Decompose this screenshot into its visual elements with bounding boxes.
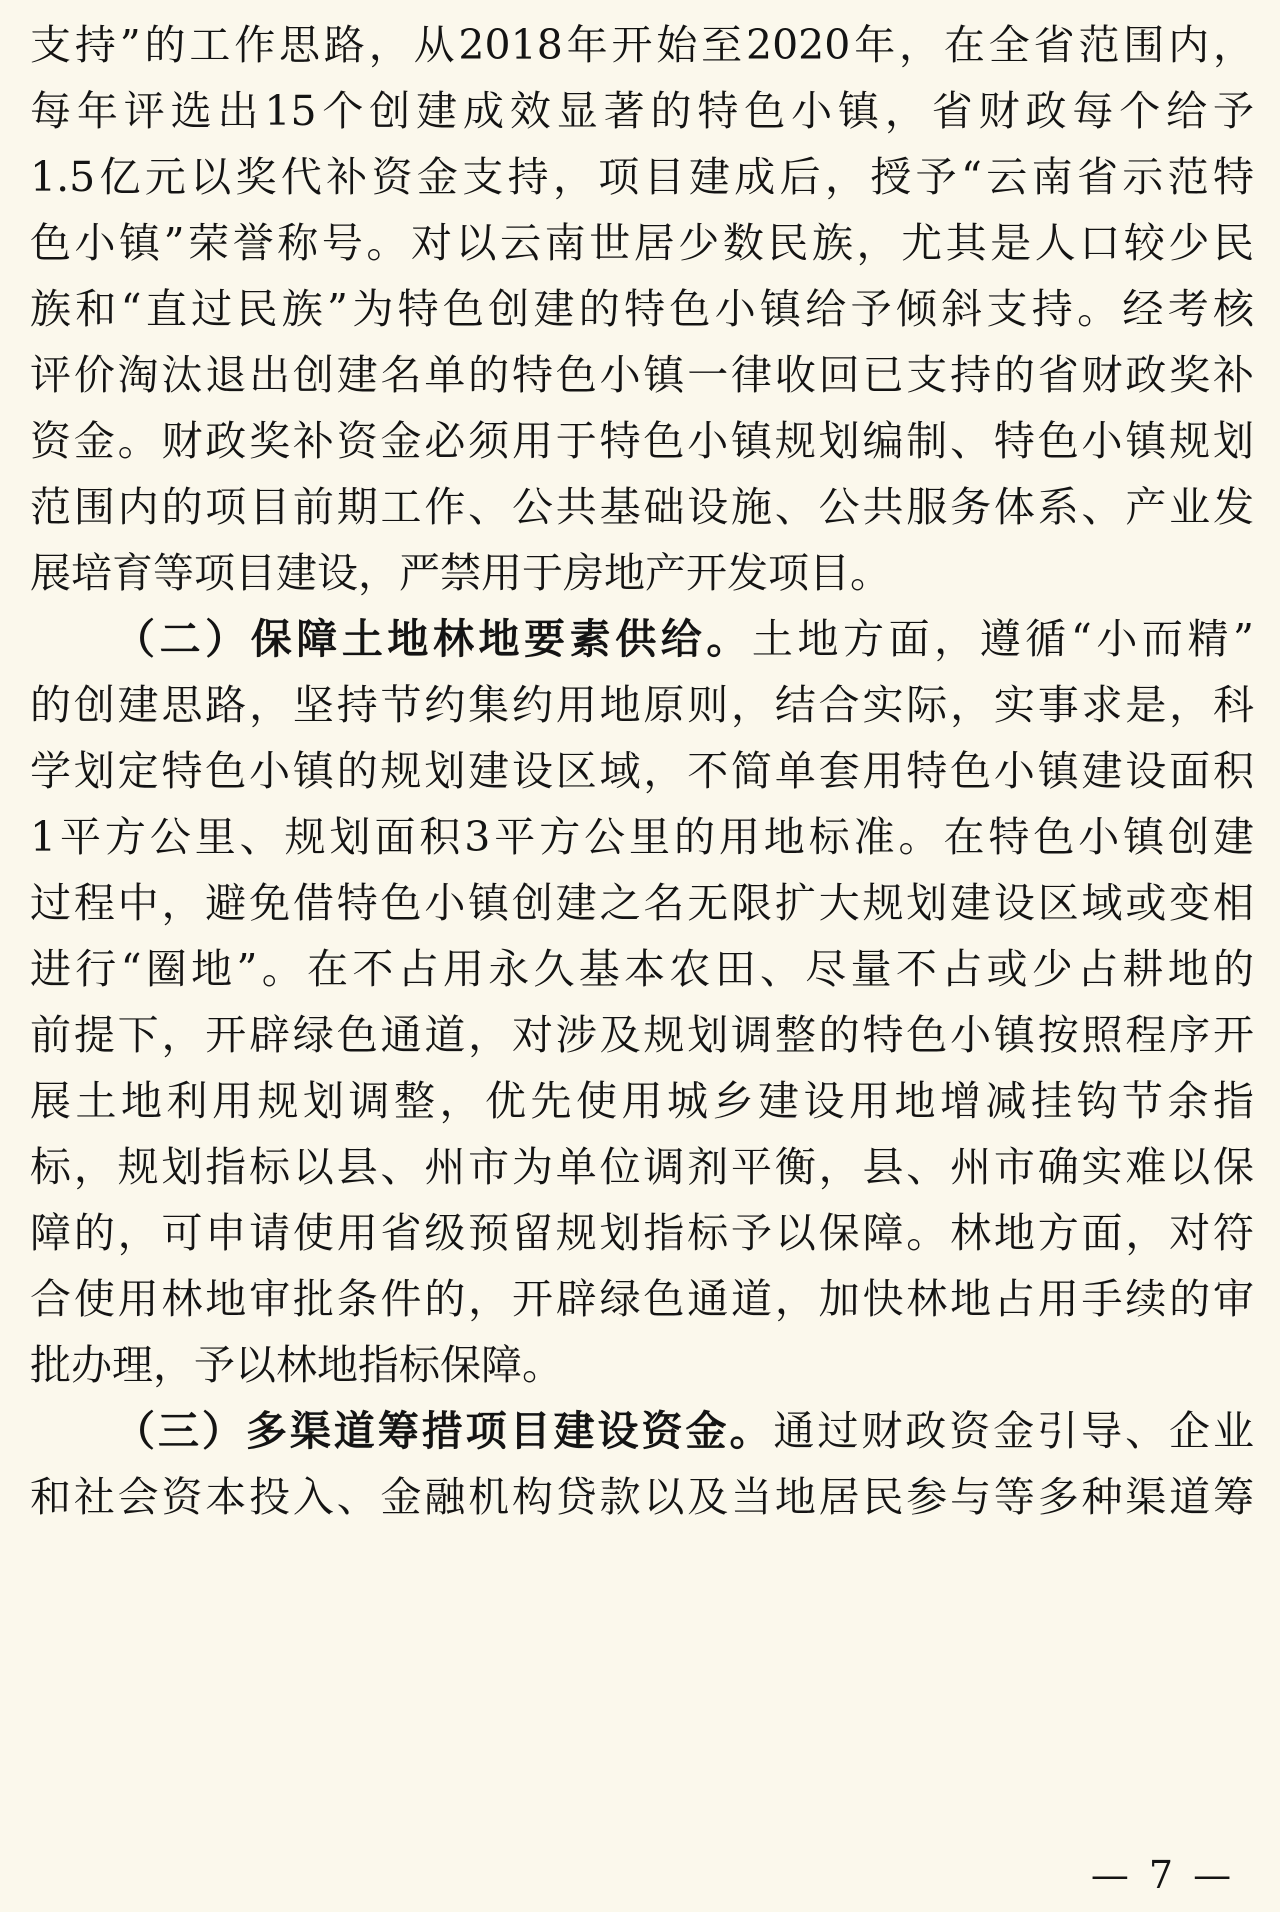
text-line: 支持”的工作思路，从2018年开始至2020年，在全省范围内，: [30, 21, 1254, 69]
text-line: 的创建思路，坚持节约集约用地原则，结合实际，实事求是，科: [30, 681, 1254, 729]
text-line: 学划定特色小镇的规划建设区域，不简单套用特色小镇建设面积: [30, 747, 1254, 795]
text-line: 标，规划指标以县、州市为单位调剂平衡，县、州市确实难以保: [30, 1143, 1254, 1191]
heading-line-text: 通过财政资金引导、企业: [773, 1407, 1254, 1455]
section-heading: （三）多渠道筹措项目建设资金。: [114, 1407, 774, 1455]
text-line: 评价淘汰退出创建名单的特色小镇一律收回已支持的省财政奖补: [30, 351, 1254, 399]
text-line: 和社会资本投入、金融机构贷款以及当地居民参与等多种渠道筹: [30, 1473, 1254, 1521]
text-line: 每年评选出15个创建成效显著的特色小镇，省财政每个给予: [30, 87, 1254, 135]
text-line: 展培育等项目建设，严禁用于房地产开发项目。: [30, 549, 891, 597]
page-number: — 7 —: [1090, 1853, 1236, 1897]
text-line: 族和“直过民族”为特色创建的特色小镇给予倾斜支持。经考核: [30, 285, 1254, 333]
text-line: 障的，可申请使用省级预留规划指标予以保障。林地方面，对符: [30, 1209, 1254, 1257]
text-line: 前提下，开辟绿色通道，对涉及规划调整的特色小镇按照程序开: [30, 1011, 1254, 1059]
text-line: 色小镇”荣誉称号。对以云南世居少数民族，尤其是人口较少民: [30, 219, 1254, 267]
text-line: 批办理，予以林地指标保障。: [30, 1341, 563, 1389]
text-line: 过程中，避免借特色小镇创建之名无限扩大规划建设区域或变相: [30, 879, 1254, 927]
text-line: 范围内的项目前期工作、公共基础设施、公共服务体系、产业发: [30, 483, 1254, 531]
heading-line-text: 土地方面，遵循“小而精”: [751, 615, 1254, 663]
document-page: [30, 0, 1254, 1912]
text-line: 合使用林地审批条件的，开辟绿色通道，加快林地占用手续的审: [30, 1275, 1254, 1323]
text-line: 进行“圈地”。在不占用永久基本农田、尽量不占或少占耕地的: [30, 945, 1254, 993]
text-line: 资金。财政奖补资金必须用于特色小镇规划编制、特色小镇规划: [30, 417, 1254, 465]
section-heading: （二）保障土地林地要素供给。: [114, 615, 752, 663]
text-line: 1平方公里、规划面积3平方公里的用地标准。在特色小镇创建: [30, 813, 1254, 861]
text-line: 展土地利用规划调整，优先使用城乡建设用地增减挂钩节余指: [30, 1077, 1254, 1125]
text-line: 1.5亿元以奖代补资金支持，项目建成后，授予“云南省示范特: [30, 153, 1254, 201]
